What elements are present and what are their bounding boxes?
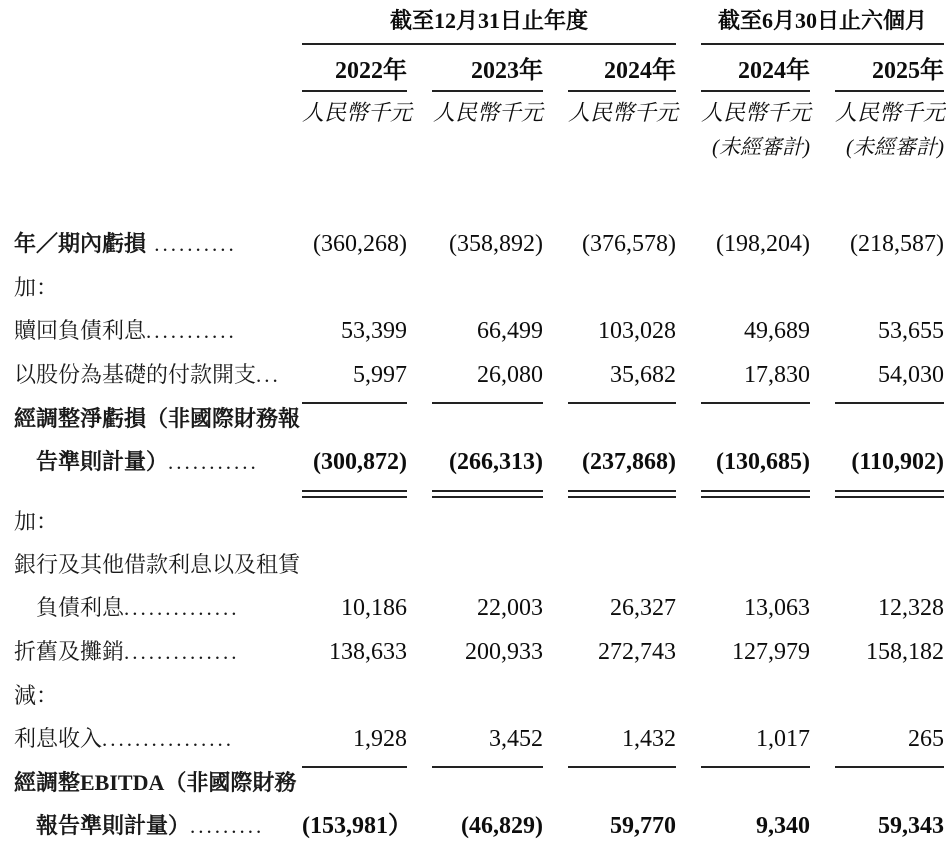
unit-label: 人民幣千元 [835, 100, 946, 125]
dot-leader: .......... [146, 232, 237, 256]
dot-leader: ................ [102, 727, 235, 751]
cell-value: 1,432 [568, 718, 676, 761]
row-label-line: 利息收入................ [14, 726, 235, 751]
table-row [14, 309, 946, 353]
cell-value: 158,182 [866, 639, 944, 665]
table-row [14, 761, 946, 848]
unaudited-note: (未經審計) [846, 135, 944, 159]
cell-value: 66,499 [477, 318, 543, 344]
dot-leader: ......... [190, 814, 265, 838]
cell-value: 17,830 [701, 354, 810, 397]
cell-value: 1,928 [302, 718, 407, 761]
row-label-line: 經調整淨虧損（非國際財務報 [14, 406, 301, 431]
table-header [14, 8, 946, 160]
year-header-2024-interim: 2024年 [701, 57, 810, 92]
row-label-line: 銀行及其他借款利息以及租賃 [14, 552, 301, 577]
cell-value: 49,689 [744, 318, 810, 344]
dot-leader: .............. [124, 596, 240, 620]
table-row [14, 353, 946, 397]
column-group-row [14, 8, 946, 45]
cell-value: (110,902) [835, 441, 944, 484]
row-label-line: 年／期內虧損 .......... [14, 231, 237, 256]
cell-value: 272,743 [598, 639, 676, 665]
row-label-line: 折舊及攤銷.............. [14, 639, 240, 664]
row-label-line: 告準則計量）........... [36, 449, 259, 474]
table-row [14, 630, 946, 674]
year-header-2023: 2023年 [432, 57, 543, 92]
row-label: 加： [14, 509, 59, 534]
row-label [14, 717, 302, 761]
unaudited-note: (未經審計) [712, 135, 810, 159]
row-label [14, 543, 302, 630]
unit-label: 人民幣千元 [701, 100, 812, 125]
cell-value: 9,340 [701, 805, 810, 848]
unit-label: 人民幣千元 [568, 100, 679, 125]
row-label [14, 222, 302, 266]
cell-value: 12,328 [878, 595, 944, 621]
year-header-2024: 2024年 [568, 57, 676, 92]
table-row [14, 222, 946, 266]
section-label-row [14, 266, 946, 309]
table-row [14, 543, 946, 630]
row-label [14, 309, 302, 353]
cell-value: (358,892) [449, 231, 543, 257]
row-label [14, 397, 302, 484]
row-label-line: 報告準則計量）......... [36, 813, 265, 838]
year-header-2022: 2022年 [302, 57, 407, 92]
dot-leader: .............. [124, 640, 240, 664]
cell-value: (153,981） [302, 805, 407, 848]
cell-value: 53,655 [878, 318, 944, 344]
cell-value: 26,327 [610, 595, 676, 621]
section-label-row [14, 674, 946, 717]
row-label: 減： [14, 683, 59, 708]
row-label [14, 630, 302, 674]
unit-header-row [14, 100, 946, 126]
dot-leader: ........... [146, 319, 237, 343]
cell-value: 59,343 [835, 805, 944, 848]
dot-leader: ........... [168, 450, 259, 474]
cell-value: 138,633 [329, 639, 407, 665]
table-row [14, 397, 946, 484]
cell-value: (300,872) [302, 441, 407, 484]
unit-label: 人民幣千元 [432, 100, 543, 125]
cell-value: 59,770 [568, 805, 676, 848]
row-label-line: 贖回負債利息........... [14, 318, 237, 343]
cell-value: (237,868) [568, 441, 676, 484]
row-label [14, 353, 302, 397]
dot-leader: ... [256, 363, 281, 387]
section-label-row [14, 500, 946, 543]
cell-value: 5,997 [302, 354, 407, 397]
year-header-2025-interim: 2025年 [835, 57, 944, 92]
cell-value: 26,080 [432, 354, 543, 397]
cell-value: (360,268) [313, 231, 407, 257]
row-label-line: 經調整EBITDA（非國際財務 [14, 770, 297, 795]
cell-value: 103,028 [598, 318, 676, 344]
row-label-line: 以股份為基礎的付款開支... [14, 362, 281, 387]
cell-value: (198,204) [716, 231, 810, 257]
cell-value: (266,313) [432, 441, 543, 484]
row-label-line: 負債利息.............. [36, 595, 240, 620]
cell-value: 200,933 [465, 639, 543, 665]
cell-value: 13,063 [744, 595, 810, 621]
cell-value: (46,829) [432, 805, 543, 848]
cell-value: 35,682 [568, 354, 676, 397]
row-label [14, 761, 302, 848]
cell-value: (130,685) [701, 441, 810, 484]
cell-value: 265 [835, 718, 944, 761]
cell-value: 53,399 [341, 318, 407, 344]
cell-value: 3,452 [432, 718, 543, 761]
unit-label: 人民幣千元 [302, 100, 413, 125]
table-row [14, 717, 946, 761]
row-label: 加： [14, 275, 59, 300]
cell-value: 127,979 [732, 639, 810, 665]
cell-value: 54,030 [835, 354, 944, 397]
column-group-annual: 截至12月31日止年度 [302, 8, 676, 45]
cell-value: 22,003 [477, 595, 543, 621]
cell-value: (218,587) [850, 231, 944, 257]
cell-value: (376,578) [582, 231, 676, 257]
table-body [14, 222, 946, 848]
year-header-row [14, 57, 946, 92]
cell-value: 10,186 [341, 595, 407, 621]
cell-value: 1,017 [701, 718, 810, 761]
column-group-interim: 截至6月30日止六個月 [701, 8, 944, 45]
unaudited-note-row [14, 134, 946, 160]
